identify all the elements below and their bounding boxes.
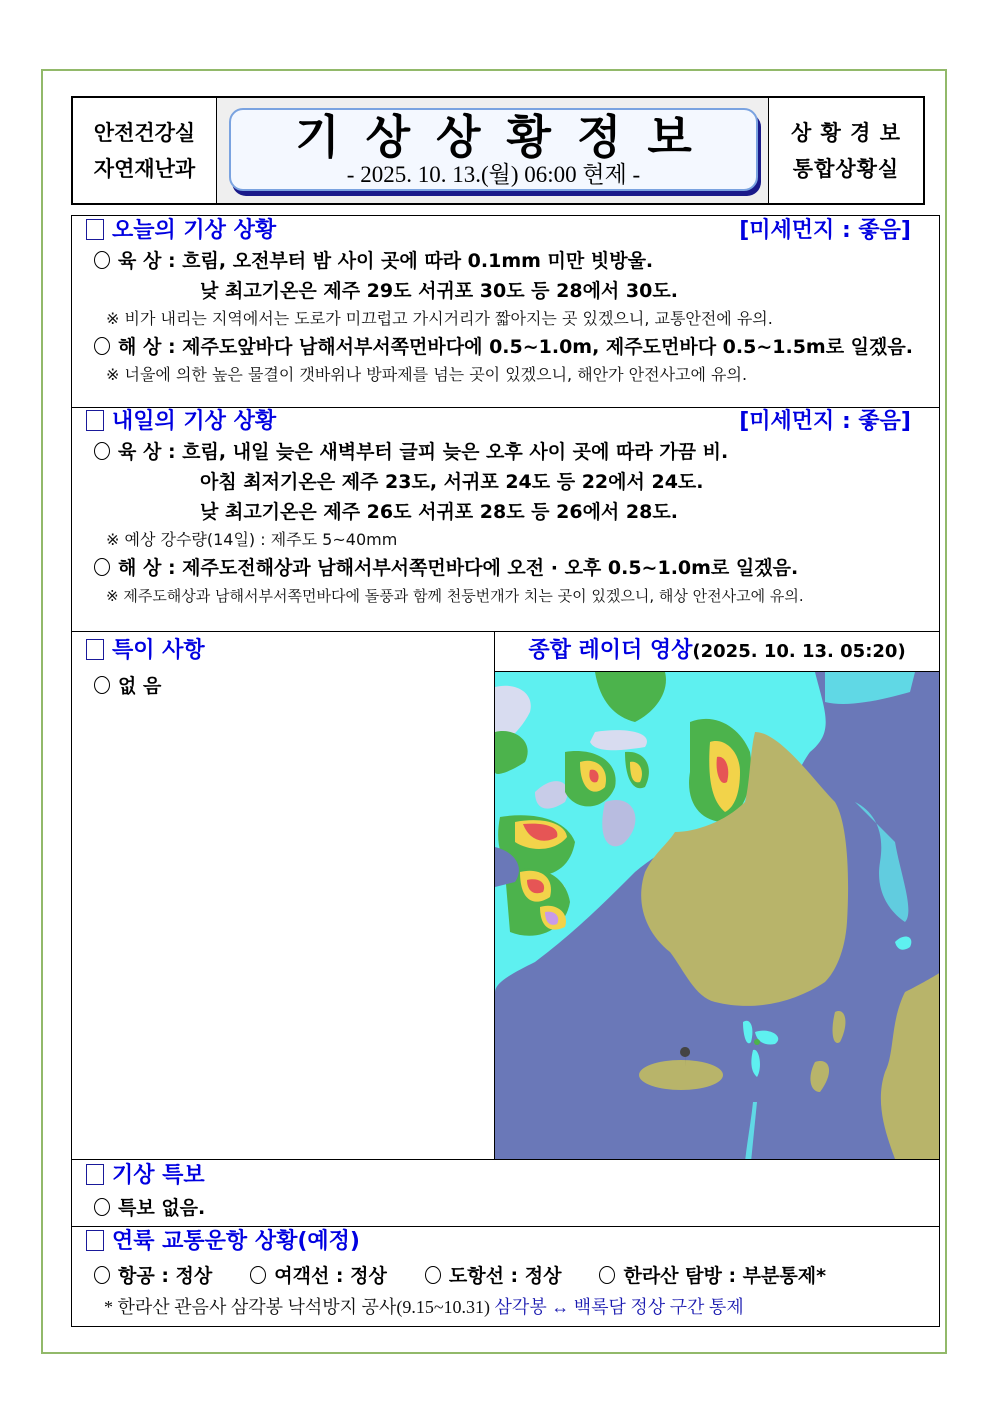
hallasan-note — [72, 1294, 939, 1320]
tomorrow-land-text-1: 흐림, 내일 늦은 새벽부터 글피 늦은 오후 사이 곳에 따라 가끔 비. — [182, 441, 729, 463]
circle-bullet-icon — [425, 1266, 441, 1284]
today-sea-text: 제주도앞바다 남해서부서쪽먼바다에 0.5~1.0m, 제주도먼바다 0.5~1.5m로 일겠음. — [182, 336, 913, 358]
circle-bullet-icon — [94, 337, 110, 355]
circle-bullet-icon — [94, 1266, 110, 1284]
radar-image — [495, 672, 939, 1159]
today-land-text-2: 낮 최고기온은 제주 29도 서귀포 30도 등 28에서 30도. — [200, 280, 678, 302]
department-label — [73, 98, 217, 203]
island-ferry-status: 도항선 : 정상 — [448, 1265, 562, 1287]
section-title — [72, 1159, 939, 1193]
tomorrow-land-line — [72, 437, 939, 467]
rain-forecast-note: ※ 예상 강수량(14일) : 제주도 5~40mm — [106, 530, 398, 549]
report-datetime: - 2025. 10. 13.(월) 06:00 현제 - — [346, 161, 641, 187]
circle-bullet-icon — [94, 1198, 110, 1216]
circle-bullet-icon — [94, 676, 110, 694]
hallasan-status: 한라산 탐방 : 부분통제* — [623, 1265, 827, 1287]
warning-item — [72, 1193, 939, 1223]
air-status: 항공 : 정상 — [118, 1265, 213, 1287]
checkbox-square-icon — [86, 410, 104, 431]
report-table — [71, 215, 940, 1327]
land-label: 육 상 : — [118, 441, 176, 463]
today-land-text-1: 흐림, 오전부터 밤 사이 곳에 따라 0.1mm 미만 빗방울. — [182, 250, 654, 272]
tomorrow-land-text-3: 낮 최고기온은 제주 26도 서귀포 28도 등 26에서 28도. — [200, 501, 678, 523]
transport-status-row — [72, 1258, 939, 1294]
tomorrow-sea-line — [72, 553, 939, 583]
department-line-1: 안전건강실 — [93, 120, 196, 145]
section-title — [72, 216, 939, 246]
today-land-note: ※ 비가 내리는 지역에서는 도로가 미끄럽고 가시거리가 짧아지는 곳 있겠으니, 교통안전에 유의. — [106, 309, 773, 328]
today-title: 오늘의 기상 상황 — [112, 218, 277, 243]
tomorrow-land-text-2: 아침 최저기온은 제주 23도, 서귀포 24도 등 22에서 24도. — [200, 471, 704, 493]
department-line-2: 자연재난과 — [93, 156, 196, 181]
fine-dust-status: [미세먼지 : 좋음] — [739, 218, 911, 243]
special-item-text: 없 음 — [118, 675, 162, 697]
land-label: 육 상 : — [118, 250, 176, 272]
section-transport — [72, 1226, 939, 1326]
title-area — [217, 98, 768, 203]
transport-item-island-ferry — [425, 1258, 562, 1294]
checkbox-square-icon — [86, 639, 104, 660]
office-line-1: 상 황 경 보 — [790, 120, 902, 145]
transport-title: 연륙 교통운항 상황(예정) — [112, 1229, 360, 1254]
office-line-2: 통합상황실 — [792, 156, 900, 181]
today-land-line — [72, 246, 939, 276]
warning-title: 기상 특보 — [112, 1163, 205, 1188]
today-sea-note: ※ 너울에 의한 높은 물결이 갯바위나 방파제를 넘는 곳이 있겠으니, 해안가 안전사고에 유의. — [106, 365, 748, 384]
radar-title — [495, 631, 939, 672]
radar-timestamp: (2025. 10. 13. 05:20) — [692, 641, 906, 662]
section-title — [72, 1226, 939, 1258]
tomorrow-sea-note: ※ 제주도해상과 남해서부서쪽먼바다에 돌풍과 함께 천둥번개가 치는 곳이 있겠으니, 해상 안전사고에 유의. — [106, 587, 804, 605]
section-weather-warning — [72, 1159, 939, 1227]
hallasan-closure-text: 삼각봉 ↔ 백록담 정상 구간 통제 — [494, 1297, 744, 1317]
ferry-status: 여객선 : 정상 — [274, 1265, 387, 1287]
circle-bullet-icon — [250, 1266, 266, 1284]
transport-item-ferry — [250, 1258, 387, 1294]
section-today — [72, 216, 939, 408]
tomorrow-title: 내일의 기상 상황 — [112, 409, 277, 434]
fine-dust-status: [미세먼지 : 좋음] — [739, 409, 911, 434]
section-tomorrow — [72, 407, 939, 632]
section-title — [72, 407, 939, 437]
circle-bullet-icon — [94, 442, 110, 460]
title-box — [229, 108, 758, 191]
sea-label: 해 상 : — [118, 336, 176, 358]
checkbox-square-icon — [86, 1164, 104, 1185]
sea-label: 해 상 : — [118, 557, 176, 579]
circle-bullet-icon — [94, 558, 110, 576]
circle-bullet-icon — [599, 1266, 615, 1284]
tomorrow-sea-text: 제주도전해상과 남해서부서쪽먼바다에 오전 · 오후 0.5~1.0m로 일겠음. — [182, 557, 799, 579]
page-title: 기상상황정보 — [295, 109, 718, 164]
radar-title-text: 종합 레이더 영상 — [528, 638, 693, 663]
checkbox-square-icon — [86, 1230, 104, 1251]
transport-item-hallasan — [599, 1258, 826, 1294]
special-title: 특이 사항 — [112, 638, 205, 663]
warning-item-text: 특보 없음. — [118, 1197, 206, 1219]
transport-item-air — [94, 1258, 212, 1294]
office-label — [768, 98, 923, 203]
today-sea-line — [72, 332, 939, 362]
circle-bullet-icon — [94, 251, 110, 269]
hallasan-note-text: * 한라산 관음사 삼각봉 낙석방지 공사(9.15~10.31) — [104, 1297, 491, 1317]
header — [71, 96, 925, 205]
checkbox-square-icon — [86, 219, 104, 240]
